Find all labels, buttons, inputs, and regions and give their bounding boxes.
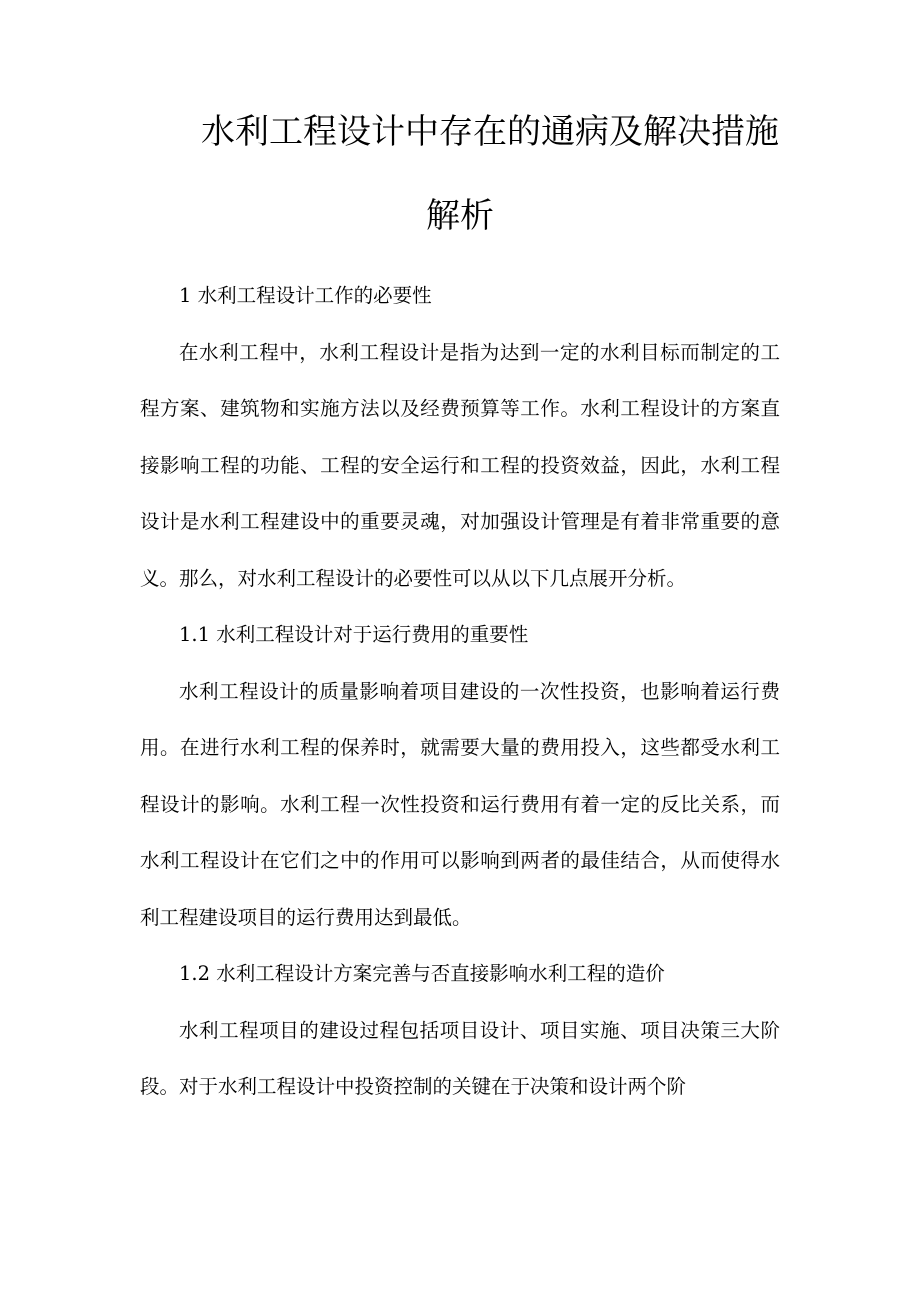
document-title-line2: 解析: [426, 196, 494, 236]
section-1-1-paragraph: 水利工程设计的质量影响着项目建设的一次性投资，也影响着运行费用。在进行水利工程的保养时，就需要大量的费用投入，这些都受水利工程设计的影响。水利工程一次性投资和运行费用有着一定的反比关系，而水利工程设计在它们之中的作用可以影响到两者的最佳结合，从而使得水利工程建设项目的运行费用达到最低。: [140, 679, 780, 929]
section-1-paragraph: 在水利工程中，水利工程设计是指为达到一定的水利目标而制定的工程方案、建筑物和实施方法以及经费预算等工作。水利工程设计的方案直接影响工程的功能、工程的安全运行和工程的投资效益，因此，水利工程设计是水利工程建设中的重要灵魂，对加强设计管理是有着非常重要的意义。那么，对水利工程设计的必要性可以从以下几点展开分析。: [140, 340, 780, 590]
section-1-2-paragraph: 水利工程项目的建设过程包括项目设计、项目实施、项目决策三大阶段。对于水利工程设计中投资控制的关键在于决策和设计两个阶: [140, 1018, 780, 1098]
document-title-line1: 水利工程设计中存在的通病及解决措施: [201, 112, 779, 152]
document-body: [140, 268, 780, 1116]
section-1-heading: 1 水利工程设计工作的必要性: [179, 284, 432, 307]
section-1-2-heading: 1.2 水利工程设计方案完善与否直接影响水利工程的造价: [179, 962, 665, 985]
section-1-1-heading: 1.1 水利工程设计对于运行费用的重要性: [179, 623, 529, 646]
